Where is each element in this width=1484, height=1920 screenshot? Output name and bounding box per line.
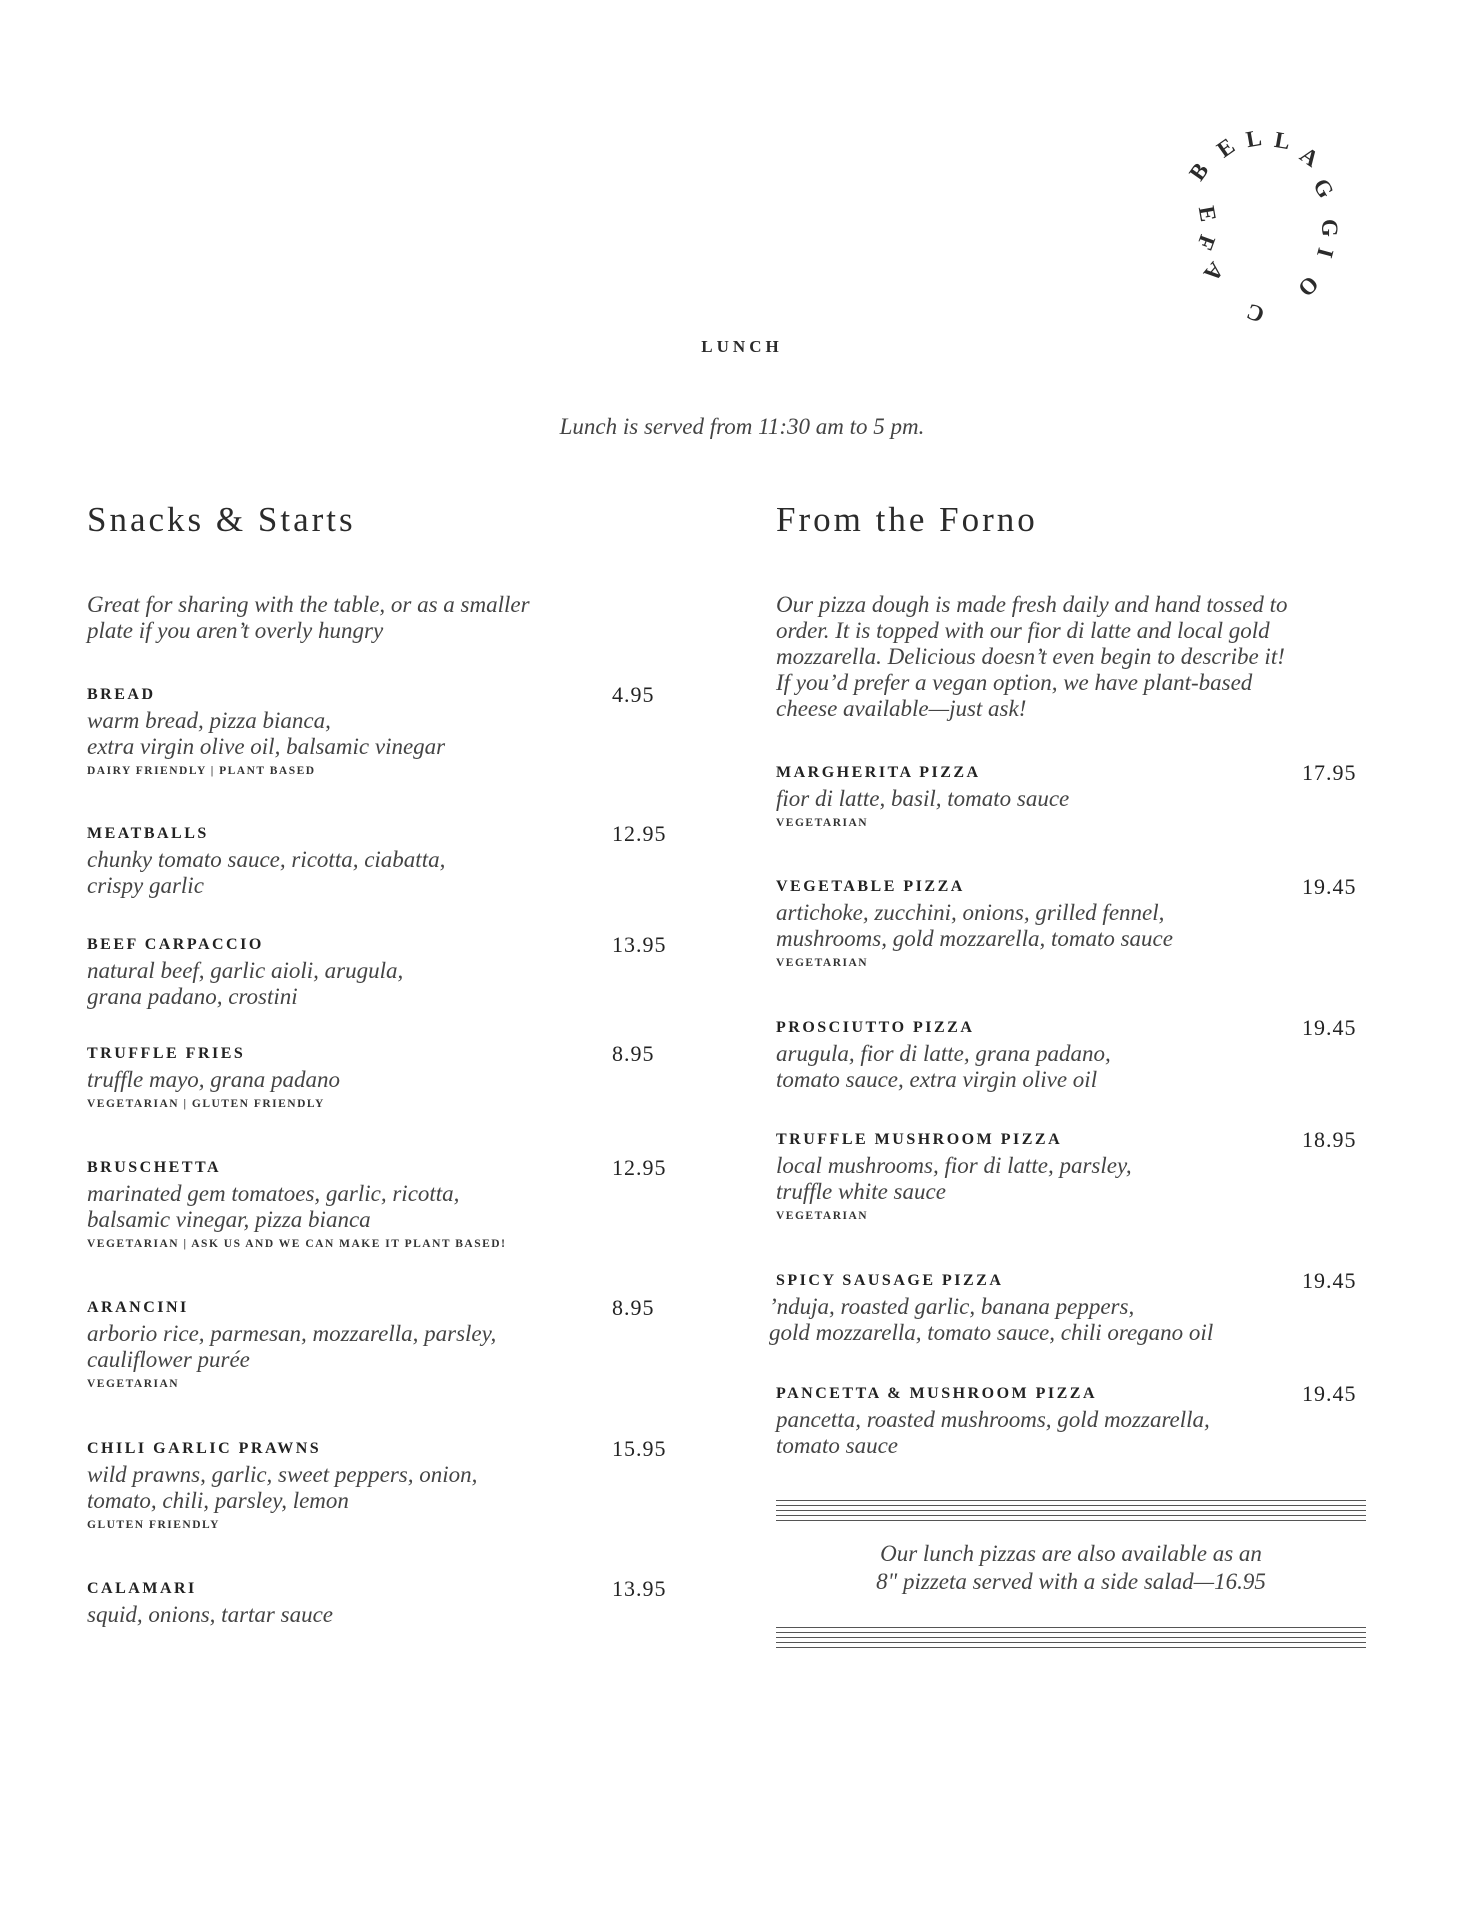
menu-item-margherita-pizza bbox=[776, 760, 1376, 834]
item-description: local mushrooms, fior di latte, parsley, truffle white sauce bbox=[776, 1153, 1132, 1204]
item-description: chunky tomato sauce, ricotta, ciabatta, crispy garlic bbox=[87, 847, 446, 898]
section-intro-forno: Our pizza dough is made fresh daily and hand tossed to order. It is topped with our fior di latte and local gold mozzarella. Delicious doesn’t even begin to describe it! If you’d prefer a vegan option, we have plant-based cheese available—just ask! bbox=[776, 592, 1288, 721]
menu-item-calamari bbox=[87, 1576, 687, 1628]
menu-item-vegetable-pizza bbox=[776, 874, 1376, 974]
logo-letter-g2: G bbox=[1317, 219, 1342, 237]
logo-letter-b: B bbox=[1184, 158, 1214, 186]
item-tags: DAIRY FRIENDLY | PLANT BASED bbox=[87, 765, 316, 777]
item-price: 19.45 bbox=[1302, 874, 1357, 899]
menu-item-spicy-sausage-pizza bbox=[769, 1268, 1376, 1346]
menu-item-chili-garlic-prawns bbox=[87, 1436, 687, 1536]
item-description: fior di latte, basil, tomato sauce bbox=[776, 786, 1070, 811]
menu-item-truffle-fries bbox=[87, 1041, 687, 1115]
item-tags: VEGETARIAN | GLUTEN FRIENDLY bbox=[87, 1098, 325, 1110]
item-price: 15.95 bbox=[612, 1436, 667, 1461]
item-description: arugula, fior di latte, grana padano, tomato sauce, extra virgin olive oil bbox=[776, 1041, 1111, 1092]
page-title: LUNCH bbox=[701, 337, 783, 356]
item-tags: VEGETARIAN bbox=[776, 1210, 869, 1222]
item-price: 8.95 bbox=[612, 1041, 655, 1066]
item-name: PROSCIUTTO PIZZA bbox=[776, 1019, 975, 1036]
divider-bottom bbox=[776, 1627, 1366, 1652]
logo-letter-e2: E bbox=[1212, 133, 1240, 163]
item-price: 19.45 bbox=[1302, 1268, 1357, 1293]
item-name: ARANCINI bbox=[87, 1299, 189, 1316]
item-description: artichoke, zucchini, onions, grilled fennel, mushrooms, gold mozzarella, tomato sauce bbox=[776, 900, 1173, 951]
logo-letter-o: O bbox=[1293, 271, 1324, 302]
item-price: 13.95 bbox=[612, 1576, 667, 1601]
logo-letter-l2: L bbox=[1272, 126, 1293, 155]
section-title-forno: From the Forno bbox=[776, 500, 1038, 539]
logo-letter-g: G bbox=[1308, 174, 1339, 203]
logo-letter-a2: A bbox=[1295, 141, 1324, 172]
item-name: MARGHERITA PIZZA bbox=[776, 764, 981, 781]
item-tags: VEGETARIAN bbox=[87, 1378, 180, 1390]
logo-letter-c: C bbox=[1243, 298, 1268, 328]
lunch-hours-note: Lunch is served from 11:30 am to 5 pm. bbox=[559, 414, 925, 439]
item-name: PANCETTA & MUSHROOM PIZZA bbox=[776, 1385, 1098, 1402]
section-title-snacks: Snacks & Starts bbox=[87, 500, 356, 539]
logo-letter-f: F bbox=[1191, 231, 1221, 254]
item-price: 12.95 bbox=[612, 1155, 667, 1180]
item-description: truffle mayo, grana padano bbox=[87, 1067, 340, 1092]
item-tags: VEGETARIAN bbox=[776, 957, 869, 969]
menu-item-meatballs bbox=[87, 821, 687, 899]
item-name: SPICY SAUSAGE PIZZA bbox=[776, 1272, 1004, 1289]
item-description: marinated gem tomatoes, garlic, ricotta, balsamic vinegar, pizza bianca bbox=[87, 1181, 460, 1232]
item-price: 8.95 bbox=[612, 1295, 655, 1320]
item-name: CALAMARI bbox=[87, 1580, 197, 1597]
logo-letter-i: I bbox=[1312, 245, 1339, 261]
item-description: natural beef, garlic aioli, arugula, grana padano, crostini bbox=[87, 958, 404, 1009]
section-intro-snacks: Great for sharing with the table, or as a smaller plate if you aren’t overly hungry bbox=[87, 592, 530, 643]
item-description: wild prawns, garlic, sweet peppers, onion, tomato, chili, parsley, lemon bbox=[87, 1462, 478, 1513]
item-price: 18.95 bbox=[1302, 1127, 1357, 1152]
item-price: 19.45 bbox=[1302, 1381, 1357, 1406]
item-description: warm bread, pizza bianca, extra virgin olive oil, balsamic vinegar bbox=[87, 708, 446, 759]
item-tags: GLUTEN FRIENDLY bbox=[87, 1519, 220, 1531]
item-price: 17.95 bbox=[1302, 760, 1357, 785]
item-name: MEATBALLS bbox=[87, 825, 209, 842]
logo-letter-l: L bbox=[1243, 124, 1264, 153]
item-name: TRUFFLE MUSHROOM PIZZA bbox=[776, 1131, 1063, 1148]
menu-item-pancetta-mushroom-pizza bbox=[776, 1381, 1376, 1459]
item-name: BRUSCHETTA bbox=[87, 1159, 222, 1176]
item-price: 4.95 bbox=[612, 682, 655, 707]
item-description: squid, onions, tartar sauce bbox=[87, 1602, 333, 1627]
item-price: 13.95 bbox=[612, 932, 667, 957]
item-description: ’nduja, roasted garlic, banana peppers, gold mozzarella, tomato sauce, chili oregano oil bbox=[769, 1294, 1214, 1345]
menu-item-prosciutto-pizza bbox=[776, 1015, 1376, 1093]
divider-top bbox=[776, 1500, 1366, 1525]
item-name: TRUFFLE FRIES bbox=[87, 1045, 246, 1062]
logo-letter-e: E bbox=[1193, 203, 1222, 224]
cafe-bellaggio-logo bbox=[1150, 110, 1380, 340]
menu-item-bruschetta bbox=[87, 1155, 687, 1255]
logo-letter-a: A bbox=[1198, 257, 1229, 287]
item-tags: VEGETARIAN bbox=[776, 817, 869, 829]
item-price: 19.45 bbox=[1302, 1015, 1357, 1040]
item-tags: VEGETARIAN | ASK US AND WE CAN MAKE IT PLANT BASED! bbox=[87, 1238, 507, 1250]
item-name: CHILI GARLIC PRAWNS bbox=[87, 1440, 322, 1457]
pizzeta-note: Our lunch pizzas are also available as an 8" pizzeta served with a side salad—16.95 bbox=[876, 1541, 1266, 1594]
item-name: BREAD bbox=[87, 686, 156, 703]
menu-item-truffle-mushroom-pizza bbox=[776, 1127, 1376, 1227]
menu-item-bread bbox=[87, 682, 687, 782]
item-description: arborio rice, parmesan, mozzarella, parsley, cauliflower purée bbox=[87, 1321, 497, 1372]
item-price: 12.95 bbox=[612, 821, 667, 846]
item-description: pancetta, roasted mushrooms, gold mozzarella, tomato sauce bbox=[776, 1407, 1210, 1458]
menu-item-arancini bbox=[87, 1295, 687, 1395]
item-name: VEGETABLE PIZZA bbox=[776, 878, 965, 895]
item-name: BEEF CARPACCIO bbox=[87, 936, 264, 953]
menu-item-beef-carpaccio bbox=[87, 932, 687, 1010]
